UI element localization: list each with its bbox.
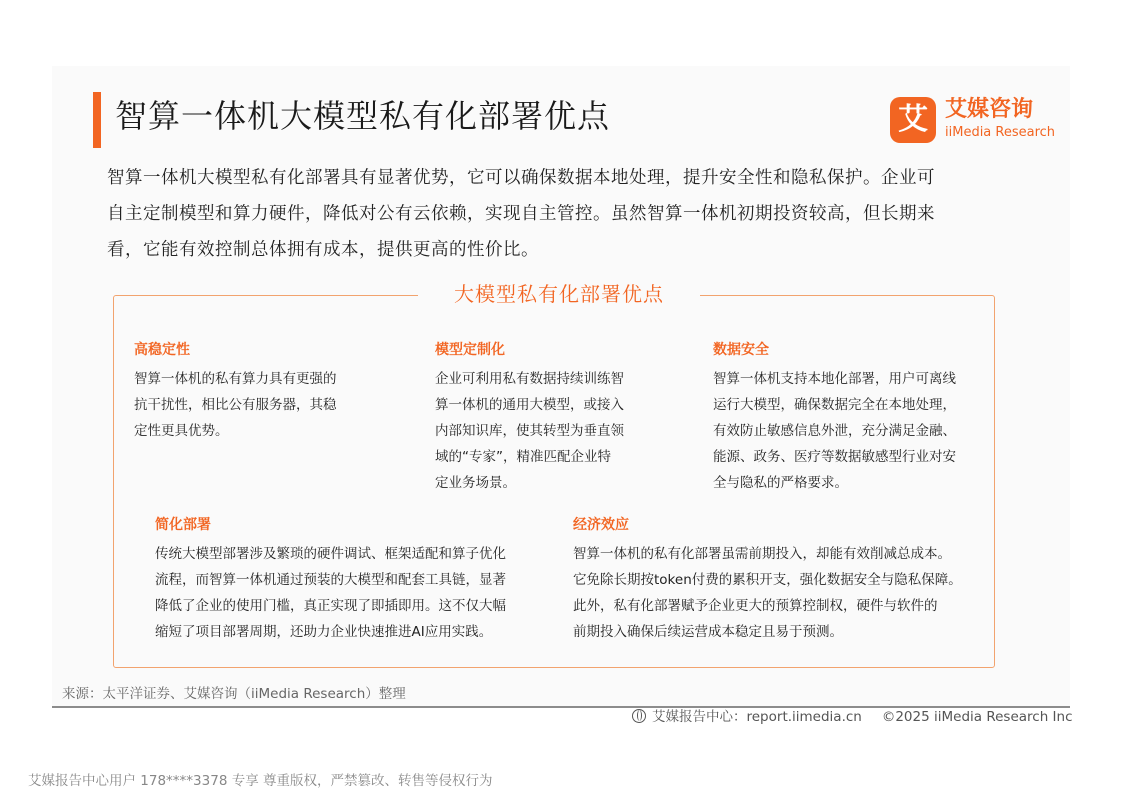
advantage-line: 流程，而智算一体机通过预装的大模型和配套工具链，显著 <box>155 572 506 588</box>
advantage-title: 高稳定性 <box>134 342 190 358</box>
intro-paragraph <box>107 160 1012 268</box>
advantage-line: 抗干扰性，相比公有服务器，其稳 <box>134 397 337 413</box>
advantage-title: 简化部署 <box>155 517 211 533</box>
advantage-line: 它免除长期按token付费的累积开支，强化数据安全与隐私保障。 <box>573 572 962 588</box>
logo-english-name: iiMedia Research <box>945 125 1056 140</box>
advantage-line: 降低了企业的使用门槛，真正实现了即插即用。这不仅大幅 <box>155 598 506 614</box>
advantage-line: 此外，私有化部署赋予企业更大的预算控制权，硬件与软件的 <box>573 598 938 614</box>
intro-line: 智算一体机大模型私有化部署具有显著优势，它可以确保数据本地处理，提升安全性和隐私保护。企业可 <box>107 168 935 188</box>
advantage-line: 智算一体机的私有化部署虽需前期投入，却能有效削减总成本。 <box>573 546 951 562</box>
advantage-high-stability <box>134 340 337 444</box>
title-accent-bar <box>93 92 101 148</box>
advantage-line: 有效防止敏感信息外泄，充分满足金融、 <box>713 423 956 439</box>
intro-line: 自主定制模型和算力硬件，降低对公有云依赖，实现自主管控。虽然智算一体机初期投资较高，但长期来 <box>107 204 935 224</box>
advantage-line: 运行大模型，确保数据完全在本地处理， <box>713 397 956 413</box>
advantage-text <box>713 366 956 496</box>
advantage-title: 数据安全 <box>713 342 769 358</box>
advantage-title: 经济效应 <box>573 517 629 533</box>
advantage-text <box>155 541 506 645</box>
advantage-data-security <box>713 340 956 496</box>
advantage-text <box>435 366 624 496</box>
advantage-line: 缩短了项目部署周期，还助力企业快速推进AI应用实践。 <box>155 624 493 640</box>
user-watermark: 艾媒报告中心用户 178****3378 专享 尊重版权，严禁篡改、转售等侵权行为 <box>28 773 493 789</box>
advantage-simplified-deployment <box>155 515 506 645</box>
advantage-line: 全与隐私的严格要求。 <box>713 475 848 491</box>
copyright-text: ©2025 iiMedia Research Inc <box>881 709 1073 725</box>
advantage-line: 前期投入确保后续运营成本稳定且易于预测。 <box>573 624 843 640</box>
iimedia-logo <box>890 97 1060 147</box>
advantage-line: 智算一体机支持本地化部署，用户可离线 <box>713 371 956 387</box>
advantage-title: 模型定制化 <box>435 342 505 358</box>
footer <box>632 707 1073 727</box>
page-title: 智算一体机大模型私有化部署优点 <box>115 97 611 135</box>
advantage-economic-effect <box>573 515 962 645</box>
advantage-line: 企业可利用私有数据持续训练智 <box>435 371 624 387</box>
advantage-line: 智算一体机的私有算力具有更强的 <box>134 371 337 387</box>
advantage-text <box>134 366 337 444</box>
advantage-line: 域的“专家”，精准匹配企业特 <box>435 449 611 465</box>
advantage-line: 算一体机的通用大模型，或接入 <box>435 397 624 413</box>
globe-icon <box>632 709 646 723</box>
report-center-link[interactable]: 艾媒报告中心：report.iimedia.cn <box>652 709 862 725</box>
advantage-line: 传统大模型部署涉及繁琐的硬件调试、框架适配和算子优化 <box>155 546 506 562</box>
advantages-panel-title: 大模型私有化部署优点 <box>418 277 700 313</box>
advantage-line: 内部知识库，使其转型为垂直领 <box>435 423 624 439</box>
logo-mark-icon: 艾 <box>890 97 936 143</box>
advantage-line: 定性更具优势。 <box>134 423 229 439</box>
logo-chinese-name: 艾媒咨询 <box>945 97 1034 122</box>
source-note: 来源：太平洋证券、艾媒咨询（iiMedia Research）整理 <box>62 686 406 702</box>
advantage-line: 能源、政务、医疗等数据敏感型行业对安 <box>713 449 956 465</box>
intro-line: 看，它能有效控制总体拥有成本，提供更高的性价比。 <box>107 240 539 260</box>
advantage-text <box>573 541 962 645</box>
advantage-line: 定业务场景。 <box>435 475 516 491</box>
advantage-model-customization <box>435 340 624 496</box>
